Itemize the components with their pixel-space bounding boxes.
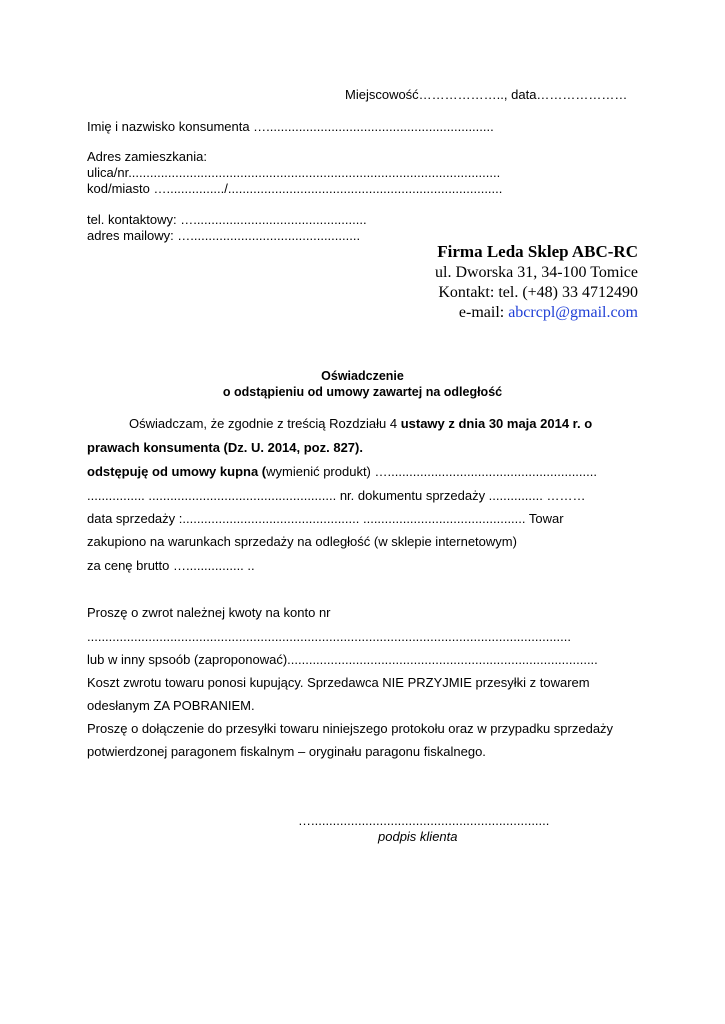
- company-contact: Kontakt: tel. (+48) 33 4712490: [438, 284, 638, 301]
- body-line-1-text: Oświadczam, że zgodnie z treścią Rozdziału 4: [129, 416, 401, 431]
- body-line-12: odesłanym ZA POBRANIEM.: [87, 698, 255, 713]
- body-line-3: [87, 460, 597, 484]
- body-line-10: lub w inny spsoób (zaproponować)......................................................................................: [87, 652, 598, 667]
- signature-label: podpis klienta: [378, 829, 458, 844]
- company-email-link[interactable]: abcrcpl@gmail.com: [508, 304, 638, 321]
- city-field: kod/miasto …................/............................................................................: [87, 181, 503, 196]
- body-line-13: Proszę o dołączenie do przesyłki towaru niniejszego protokołu oraz w przypadku sprzedaży: [87, 721, 614, 736]
- company-name: Firma Leda Sklep ABC-RC: [437, 242, 638, 261]
- body-line-4: ................ .................................................... nr. dokumentu sprzedaży ............... ………: [87, 488, 586, 503]
- body-line-14: potwierdzonej paragonem fiskalnym – oryginału paragonu fiskalnego.: [87, 744, 486, 759]
- body-line-6: zakupiono na warunkach sprzedaży na odległość (w sklepie internetowym): [87, 534, 517, 549]
- email-field: adres mailowy: …...............................................: [87, 228, 361, 243]
- body-line-1-bold: ustawy z dnia 30 maja 2014 r. o: [400, 416, 593, 431]
- body-line-1: [129, 412, 592, 436]
- body-line-3-text: wymienić produkt) …..........................................................: [266, 464, 597, 479]
- consumer-name-field: Imię i nazwisko konsumenta …...............................................................: [87, 119, 494, 134]
- company-address: ul. Dworska 31, 34-100 Tomice: [435, 264, 638, 281]
- company-email-line: [459, 303, 638, 323]
- body-line-5: data sprzedaży :................................................. ............................................. Towar: [87, 511, 564, 526]
- body-line-9: ......................................................................................................................................: [87, 629, 571, 644]
- body-line-7: za cenę brutto …................ ..: [87, 558, 255, 573]
- document-title: Oświadczenie: [321, 369, 404, 383]
- address-label: Adres zamieszkania:: [87, 149, 207, 164]
- street-field: ulica/nr.......................................................................................................: [87, 165, 501, 180]
- body-line-8: Proszę o zwrot należnej kwoty na konto nr: [87, 605, 331, 620]
- signature-line: …..................................................................: [298, 813, 550, 828]
- place-date-field: Miejscowość……………….., data…………………: [345, 87, 628, 102]
- document-subtitle: o odstąpieniu od umowy zawartej na odległość: [222, 385, 503, 399]
- body-line-3-bold: odstępuję od umowy kupna (: [87, 464, 267, 479]
- company-email-label: e-mail:: [458, 304, 509, 321]
- phone-field: tel. kontaktowy: …................................................: [87, 212, 367, 227]
- body-line-2: prawach konsumenta (Dz. U. 2014, poz. 827).: [87, 440, 363, 455]
- body-line-11: Koszt zwrotu towaru ponosi kupujący. Sprzedawca NIE PRZYJMIE przesyłki z towarem: [87, 675, 590, 690]
